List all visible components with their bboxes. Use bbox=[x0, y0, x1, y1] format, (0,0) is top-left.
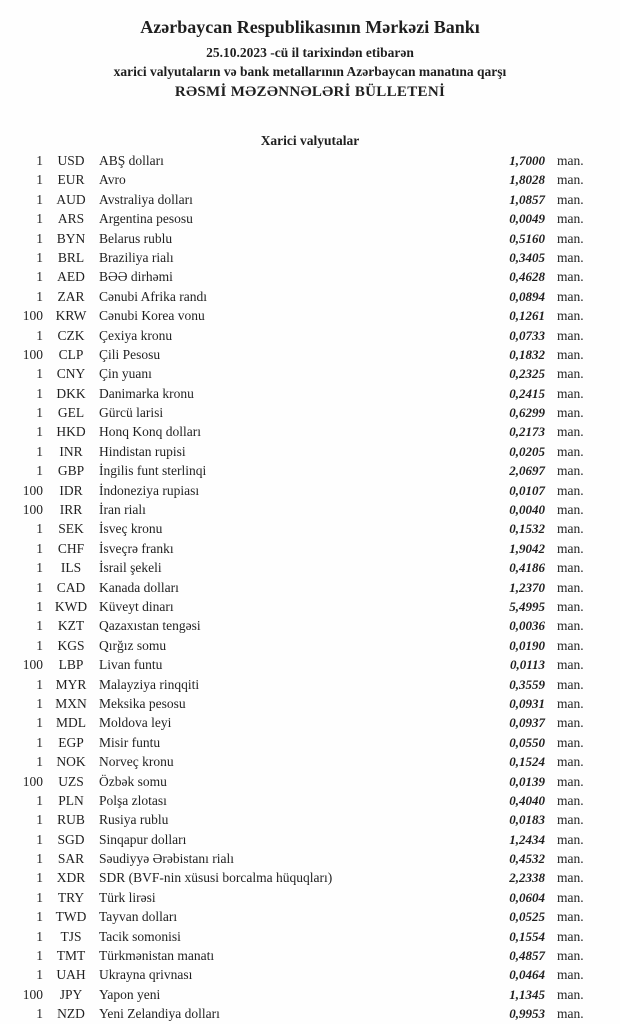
currency-name: Honq Konq dolları bbox=[99, 424, 201, 440]
rate-quantity: 100 bbox=[22, 308, 43, 324]
rate-value: 0,1832 bbox=[509, 346, 545, 362]
currency-code: NZD bbox=[57, 1006, 85, 1022]
currency-code: EUR bbox=[57, 172, 85, 188]
currency-code: USD bbox=[57, 153, 85, 168]
currency-name: Gürcü larisi bbox=[99, 405, 164, 421]
currency-code: TRY bbox=[57, 889, 85, 905]
rate-row bbox=[0, 830, 620, 849]
subject-line: xarici valyutaların və bank metallarının Azərbaycan manatına qarşı bbox=[113, 64, 507, 79]
rate-quantity: 1 bbox=[36, 288, 43, 304]
currency-name: Belarus rublu bbox=[99, 230, 173, 246]
currency-name: Sinqapur dolları bbox=[99, 831, 187, 847]
rate-row bbox=[0, 675, 620, 694]
rate-quantity: 1 bbox=[36, 598, 43, 614]
currency-code: UZS bbox=[58, 773, 84, 789]
unit-label: man. bbox=[557, 851, 584, 867]
rate-value: 0,4532 bbox=[509, 851, 545, 867]
currency-code: ILS bbox=[60, 560, 82, 576]
currency-name: BƏƏ dirhəmi bbox=[99, 269, 173, 285]
unit-label: man. bbox=[557, 579, 584, 595]
rate-quantity: 1 bbox=[36, 540, 43, 556]
rate-quantity: 1 bbox=[36, 909, 43, 925]
rate-row bbox=[0, 965, 620, 984]
rate-row bbox=[0, 267, 620, 286]
unit-label: man. bbox=[557, 502, 584, 518]
currency-name: Rusiya rublu bbox=[99, 812, 169, 828]
currency-name: Polşa zlotası bbox=[99, 792, 167, 808]
rate-value: 0,0931 bbox=[509, 695, 545, 711]
rate-value: 0,0733 bbox=[509, 327, 545, 343]
rate-row bbox=[0, 481, 620, 500]
currency-name: İndoneziya rupiası bbox=[99, 482, 200, 498]
rate-value: 0,0049 bbox=[509, 211, 545, 227]
unit-label: man. bbox=[557, 191, 584, 207]
currency-code: INR bbox=[59, 443, 83, 459]
rate-value: 0,0183 bbox=[509, 812, 545, 828]
currency-name: İran rialı bbox=[99, 502, 146, 518]
unit-label: man. bbox=[557, 1006, 584, 1022]
rate-value: 1,7000 bbox=[509, 153, 545, 168]
unit-label: man. bbox=[557, 405, 584, 421]
rate-row bbox=[0, 461, 620, 480]
unit-label: man. bbox=[557, 153, 584, 168]
exchange-rates-table bbox=[0, 151, 620, 1024]
rate-quantity: 1 bbox=[36, 637, 43, 653]
rate-row bbox=[0, 384, 620, 403]
unit-label: man. bbox=[557, 211, 584, 227]
currency-name: İsveçrə frankı bbox=[99, 540, 174, 556]
rate-quantity: 1 bbox=[36, 812, 43, 828]
currency-name: Misir funtu bbox=[99, 734, 161, 750]
rate-row bbox=[0, 597, 620, 616]
currency-name: Hindistan rupisi bbox=[99, 443, 186, 459]
rate-quantity: 1 bbox=[36, 928, 43, 944]
rate-value: 0,0205 bbox=[509, 443, 545, 459]
currency-code: CNY bbox=[56, 366, 86, 382]
unit-label: man. bbox=[557, 172, 584, 188]
rate-quantity: 1 bbox=[36, 560, 43, 576]
rate-quantity: 1 bbox=[36, 831, 43, 847]
currency-code: TMT bbox=[56, 948, 86, 964]
rate-row bbox=[0, 927, 620, 946]
unit-label: man. bbox=[557, 366, 584, 382]
unit-label: man. bbox=[557, 327, 584, 343]
currency-code: NOK bbox=[56, 754, 86, 770]
rate-value: 1,0857 bbox=[509, 191, 545, 207]
rate-quantity: 1 bbox=[36, 870, 43, 886]
rate-row bbox=[0, 190, 620, 209]
rate-value: 0,2415 bbox=[509, 385, 545, 401]
bank-name-title: Azərbaycan Respublikasının Mərkəzi Bankı bbox=[140, 17, 480, 37]
currency-code: KWD bbox=[54, 598, 88, 614]
currency-name: Özbək somu bbox=[99, 773, 167, 789]
rate-row bbox=[0, 558, 620, 577]
currency-code: CHF bbox=[57, 540, 85, 556]
unit-label: man. bbox=[557, 308, 584, 324]
currency-code: KZT bbox=[57, 618, 85, 634]
unit-label: man. bbox=[557, 657, 584, 673]
rate-quantity: 1 bbox=[36, 889, 43, 905]
rate-quantity: 100 bbox=[22, 773, 43, 789]
rate-value: 1,2370 bbox=[509, 579, 545, 595]
currency-code: RUB bbox=[57, 812, 85, 828]
rate-quantity: 1 bbox=[36, 191, 43, 207]
currency-name: Səudiyyə Ərəbistanı rialı bbox=[99, 851, 234, 867]
rate-quantity: 1 bbox=[36, 618, 43, 634]
unit-label: man. bbox=[557, 870, 584, 886]
unit-label: man. bbox=[557, 463, 584, 479]
currency-code: AUD bbox=[56, 191, 86, 207]
rate-quantity: 1 bbox=[36, 695, 43, 711]
bulletin-title: RƏSMİ MƏZƏNNƏLƏRİ BÜLLETENİ bbox=[174, 84, 446, 100]
currency-code: XDR bbox=[56, 870, 86, 886]
rate-quantity: 1 bbox=[36, 715, 43, 731]
unit-label: man. bbox=[557, 346, 584, 362]
currency-name: Argentina pesosu bbox=[99, 211, 193, 227]
rate-row bbox=[0, 151, 620, 170]
currency-name: Çexiya kronu bbox=[99, 327, 173, 343]
rate-row bbox=[0, 500, 620, 519]
currency-name: Küveyt dinarı bbox=[99, 598, 174, 614]
rate-value: 0,4857 bbox=[509, 948, 545, 964]
rate-row bbox=[0, 170, 620, 189]
rate-value: 0,9953 bbox=[509, 1006, 545, 1022]
currency-name: Çili Pesosu bbox=[99, 346, 161, 362]
currency-code: TJS bbox=[60, 928, 82, 944]
rate-value: 1,8028 bbox=[509, 172, 545, 188]
rate-row bbox=[0, 287, 620, 306]
currency-name: Kanada dolları bbox=[99, 579, 179, 595]
rate-value: 0,4040 bbox=[509, 792, 545, 808]
rate-value: 1,1345 bbox=[509, 986, 545, 1002]
currency-code: UAH bbox=[56, 967, 86, 983]
rate-quantity: 1 bbox=[36, 443, 43, 459]
rate-row bbox=[0, 733, 620, 752]
rate-quantity: 1 bbox=[36, 385, 43, 401]
currency-name: Tayvan dolları bbox=[99, 909, 178, 925]
currency-code: GEL bbox=[57, 405, 85, 421]
unit-label: man. bbox=[557, 269, 584, 285]
rate-row bbox=[0, 946, 620, 965]
unit-label: man. bbox=[557, 424, 584, 440]
rate-value: 0,4628 bbox=[509, 269, 545, 285]
currency-name: Cənubi Korea vonu bbox=[99, 308, 205, 324]
rate-quantity: 100 bbox=[22, 346, 43, 362]
currency-code: IRR bbox=[59, 502, 83, 518]
rate-quantity: 1 bbox=[36, 172, 43, 188]
currency-code: BYN bbox=[56, 230, 86, 246]
currency-code: CZK bbox=[57, 327, 85, 343]
rate-quantity: 1 bbox=[36, 230, 43, 246]
rate-quantity: 1 bbox=[36, 463, 43, 479]
rate-value: 0,0550 bbox=[509, 734, 545, 750]
currency-code: SEK bbox=[58, 521, 84, 537]
currency-code: JPY bbox=[59, 986, 83, 1002]
unit-label: man. bbox=[557, 676, 584, 692]
rate-quantity: 1 bbox=[36, 851, 43, 867]
currency-name: İsrail şekeli bbox=[99, 560, 162, 576]
currency-name: Tacik somonisi bbox=[99, 928, 181, 944]
unit-label: man. bbox=[557, 618, 584, 634]
currency-name: Yapon yeni bbox=[99, 986, 161, 1002]
currency-code: SGD bbox=[57, 831, 85, 847]
currency-code: MXN bbox=[55, 695, 87, 711]
rate-row bbox=[0, 868, 620, 887]
currency-code: MYR bbox=[55, 676, 87, 692]
currency-name: Braziliya rialı bbox=[99, 249, 174, 265]
rate-row bbox=[0, 810, 620, 829]
rate-value: 5,4995 bbox=[509, 598, 545, 614]
rate-row bbox=[0, 229, 620, 248]
rate-quantity: 1 bbox=[36, 405, 43, 421]
rate-row bbox=[0, 442, 620, 461]
currency-name: Avstraliya dolları bbox=[99, 191, 193, 207]
rate-value: 1,2434 bbox=[509, 831, 545, 847]
currency-name: Ukrayna qrivnası bbox=[99, 967, 193, 983]
currency-name: Türk lirəsi bbox=[99, 889, 156, 905]
rate-row bbox=[0, 655, 620, 674]
rate-quantity: 100 bbox=[22, 502, 43, 518]
effective-date-line: 25.10.2023 -cü il tarixindən etibarən bbox=[206, 45, 414, 60]
currency-name: Cənubi Afrika randı bbox=[99, 288, 207, 304]
rate-value: 0,6299 bbox=[509, 405, 545, 421]
currency-code: KRW bbox=[55, 308, 87, 324]
currency-code: BRL bbox=[57, 249, 85, 265]
rate-value: 2,2338 bbox=[509, 870, 545, 886]
unit-label: man. bbox=[557, 967, 584, 983]
unit-label: man. bbox=[557, 637, 584, 653]
rate-value: 0,0525 bbox=[509, 909, 545, 925]
rate-row bbox=[0, 713, 620, 732]
rate-quantity: 1 bbox=[36, 754, 43, 770]
unit-label: man. bbox=[557, 773, 584, 789]
rate-value: 0,0139 bbox=[509, 773, 545, 789]
currency-code: SAR bbox=[57, 851, 85, 867]
currency-name: İngilis funt sterlinqi bbox=[99, 463, 207, 479]
unit-label: man. bbox=[557, 734, 584, 750]
currency-code: ARS bbox=[57, 211, 85, 227]
rate-value: 0,3559 bbox=[509, 676, 545, 692]
unit-label: man. bbox=[557, 754, 584, 770]
rate-value: 0,0190 bbox=[509, 637, 545, 653]
rate-value: 0,0894 bbox=[509, 288, 545, 304]
rate-value: 0,1532 bbox=[509, 521, 545, 537]
rate-row bbox=[0, 1004, 620, 1023]
rate-value: 1,9042 bbox=[509, 540, 545, 556]
rate-quantity: 1 bbox=[36, 424, 43, 440]
rate-quantity: 1 bbox=[36, 269, 43, 285]
rate-value: 0,0604 bbox=[509, 889, 545, 905]
currency-code: AED bbox=[57, 269, 85, 285]
rate-value: 0,2325 bbox=[509, 366, 545, 382]
rate-row bbox=[0, 519, 620, 538]
rate-quantity: 1 bbox=[36, 153, 43, 168]
rate-row bbox=[0, 403, 620, 422]
unit-label: man. bbox=[557, 249, 584, 265]
rate-row bbox=[0, 616, 620, 635]
unit-label: man. bbox=[557, 560, 584, 576]
rate-row bbox=[0, 791, 620, 810]
rate-row bbox=[0, 985, 620, 1004]
currency-name: Türkmənistan manatı bbox=[99, 948, 215, 964]
rate-row bbox=[0, 694, 620, 713]
rate-row bbox=[0, 209, 620, 228]
rate-row bbox=[0, 306, 620, 325]
rate-quantity: 1 bbox=[36, 792, 43, 808]
rate-value: 0,3405 bbox=[509, 249, 545, 265]
currency-name: Moldova leyi bbox=[99, 715, 172, 731]
currency-name: Çin yuanı bbox=[99, 366, 152, 382]
unit-label: man. bbox=[557, 288, 584, 304]
unit-label: man. bbox=[557, 831, 584, 847]
rate-value: 0,5160 bbox=[509, 230, 545, 246]
currency-name: Malayziya rinqqiti bbox=[99, 676, 200, 692]
rate-row bbox=[0, 364, 620, 383]
currency-code: PLN bbox=[58, 792, 84, 808]
unit-label: man. bbox=[557, 443, 584, 459]
currency-name: Yeni Zelandiya dolları bbox=[99, 1006, 220, 1022]
currency-code: IDR bbox=[59, 482, 83, 498]
rate-value: 0,0937 bbox=[509, 715, 545, 731]
rate-row bbox=[0, 636, 620, 655]
unit-label: man. bbox=[557, 928, 584, 944]
rate-value: 0,0040 bbox=[509, 502, 545, 518]
rate-row bbox=[0, 772, 620, 791]
unit-label: man. bbox=[557, 889, 584, 905]
unit-label: man. bbox=[557, 598, 584, 614]
rate-value: 0,2173 bbox=[509, 424, 545, 440]
unit-label: man. bbox=[557, 948, 584, 964]
currency-name: İsveç kronu bbox=[99, 521, 163, 537]
currency-name: Qırğız somu bbox=[99, 637, 167, 653]
rate-row bbox=[0, 248, 620, 267]
unit-label: man. bbox=[557, 230, 584, 246]
rate-row bbox=[0, 345, 620, 364]
currency-code: LBP bbox=[58, 657, 84, 673]
rate-row bbox=[0, 888, 620, 907]
currency-name: Meksika pesosu bbox=[99, 695, 186, 711]
rate-value: 0,1554 bbox=[509, 928, 545, 944]
currency-code: TWD bbox=[55, 909, 87, 925]
rate-quantity: 1 bbox=[36, 211, 43, 227]
rate-quantity: 1 bbox=[36, 948, 43, 964]
rate-row bbox=[0, 752, 620, 771]
rate-quantity: 100 bbox=[22, 657, 43, 673]
unit-label: man. bbox=[557, 385, 584, 401]
currency-code: DKK bbox=[56, 385, 86, 401]
rate-quantity: 1 bbox=[36, 676, 43, 692]
rate-row bbox=[0, 422, 620, 441]
currency-code: KGS bbox=[57, 637, 85, 653]
currency-code: CLP bbox=[58, 346, 84, 362]
rate-value: 0,1261 bbox=[509, 308, 545, 324]
currency-name: Qazaxıstan tengəsi bbox=[99, 618, 201, 634]
unit-label: man. bbox=[557, 986, 584, 1002]
currency-name: Danimarka kronu bbox=[99, 385, 194, 401]
section-title-foreign-currencies: Xarici valyutalar bbox=[260, 133, 360, 148]
unit-label: man. bbox=[557, 695, 584, 711]
currency-name: SDR (BVF-nin xüsusi borcalma hüquqları) bbox=[99, 870, 333, 886]
rate-quantity: 1 bbox=[36, 579, 43, 595]
rate-row bbox=[0, 578, 620, 597]
rate-value: 0,4186 bbox=[509, 560, 545, 576]
rate-row bbox=[0, 539, 620, 558]
rate-value: 0,1524 bbox=[509, 754, 545, 770]
unit-label: man. bbox=[557, 521, 584, 537]
rate-quantity: 100 bbox=[22, 482, 43, 498]
rate-quantity: 1 bbox=[36, 366, 43, 382]
rate-quantity: 1 bbox=[36, 734, 43, 750]
rate-quantity: 1 bbox=[36, 249, 43, 265]
currency-code: GBP bbox=[57, 463, 85, 479]
currency-code: EGP bbox=[58, 734, 84, 750]
currency-code: HKD bbox=[56, 424, 86, 440]
unit-label: man. bbox=[557, 715, 584, 731]
currency-code: MDL bbox=[56, 715, 86, 731]
rate-quantity: 100 bbox=[22, 986, 43, 1002]
currency-code: CAD bbox=[56, 579, 86, 595]
rate-quantity: 1 bbox=[36, 327, 43, 343]
unit-label: man. bbox=[557, 482, 584, 498]
rate-quantity: 1 bbox=[36, 967, 43, 983]
currency-code: ZAR bbox=[57, 288, 85, 304]
rate-value: 0,0107 bbox=[509, 482, 545, 498]
rate-value: 0,0113 bbox=[509, 657, 545, 673]
unit-label: man. bbox=[557, 540, 584, 556]
rate-value: 0,0036 bbox=[509, 618, 545, 634]
unit-label: man. bbox=[557, 792, 584, 808]
rate-value: 0,0464 bbox=[509, 967, 545, 983]
unit-label: man. bbox=[557, 909, 584, 925]
currency-name: Livan funtu bbox=[99, 657, 163, 673]
rate-row bbox=[0, 849, 620, 868]
rate-row bbox=[0, 907, 620, 926]
rate-value: 2,0697 bbox=[509, 463, 545, 479]
currency-name: Norveç kronu bbox=[99, 754, 174, 770]
currency-name: ABŞ dolları bbox=[99, 153, 164, 168]
rate-row bbox=[0, 326, 620, 345]
unit-label: man. bbox=[557, 812, 584, 828]
currency-name: Avro bbox=[99, 172, 126, 188]
rate-quantity: 1 bbox=[36, 1006, 43, 1022]
rate-quantity: 1 bbox=[36, 521, 43, 537]
